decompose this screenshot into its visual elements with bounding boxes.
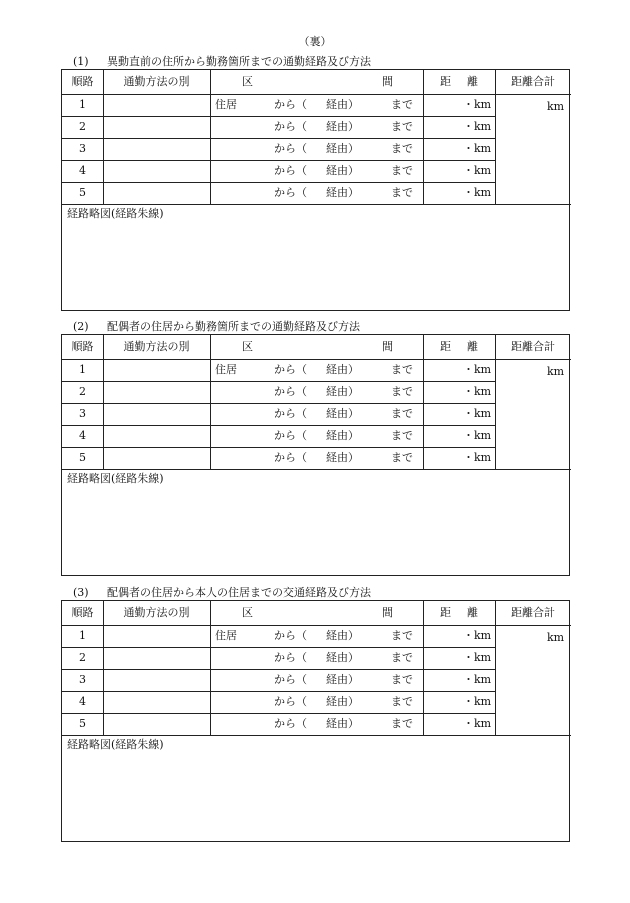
via-label: 経由） — [326, 451, 359, 464]
method-field[interactable] — [103, 669, 210, 691]
via-label: 経由） — [326, 98, 359, 111]
decimal-dot: ・ — [463, 717, 474, 730]
header-section-right: 間 — [382, 75, 393, 88]
column-divider — [210, 70, 211, 204]
from-label: から（ — [274, 98, 307, 111]
decimal-dot: ・ — [463, 385, 474, 398]
to-label: まで — [391, 186, 413, 199]
via-label: 経由） — [326, 164, 359, 177]
column-divider — [423, 335, 424, 469]
km-unit: km — [474, 451, 492, 464]
column-divider — [210, 335, 211, 469]
method-field[interactable] — [103, 625, 210, 647]
column-divider — [423, 601, 424, 735]
row-number: 2 — [79, 385, 86, 398]
row-number: 3 — [79, 142, 86, 155]
header-distance-left: 距 — [440, 340, 451, 353]
header-section-left: 区 — [242, 75, 253, 88]
header-order: 順路 — [71, 340, 94, 353]
route-map-label: 経路略図(経路朱線) — [67, 207, 164, 220]
km-unit: km — [474, 385, 492, 398]
from-label: から（ — [274, 120, 307, 133]
decimal-dot: ・ — [463, 407, 474, 420]
km-unit: km — [474, 186, 492, 199]
method-field[interactable] — [103, 359, 210, 381]
from-label: から（ — [274, 451, 307, 464]
km-unit: km — [474, 429, 492, 442]
section-number: (2) — [73, 320, 89, 333]
header-distance-right: 離 — [467, 606, 478, 619]
decimal-dot: ・ — [463, 451, 474, 464]
header-order: 順路 — [71, 75, 94, 88]
via-label: 経由） — [326, 651, 359, 664]
to-label: まで — [391, 717, 413, 730]
from-label: から（ — [274, 695, 307, 708]
to-label: まで — [391, 695, 413, 708]
row-number: 4 — [79, 164, 86, 177]
method-field[interactable] — [103, 647, 210, 669]
decimal-dot: ・ — [463, 695, 474, 708]
km-unit: km — [474, 629, 492, 642]
header-order: 順路 — [71, 606, 94, 619]
method-field[interactable] — [103, 713, 210, 735]
via-label: 経由） — [326, 385, 359, 398]
row-number: 5 — [79, 186, 86, 199]
route-table — [61, 600, 570, 842]
from-label: から（ — [274, 673, 307, 686]
row-number: 4 — [79, 429, 86, 442]
decimal-dot: ・ — [463, 673, 474, 686]
route-table — [61, 334, 570, 576]
decimal-dot: ・ — [463, 186, 474, 199]
via-label: 経由） — [326, 142, 359, 155]
header-distance-right: 離 — [467, 75, 478, 88]
from-label: から（ — [274, 164, 307, 177]
to-label: まで — [391, 385, 413, 398]
method-field[interactable] — [103, 381, 210, 403]
section-number: (1) — [73, 55, 89, 68]
total-km-unit: km — [547, 631, 565, 644]
section-title — [73, 318, 360, 334]
from-label: から（ — [274, 629, 307, 642]
via-label: 経由） — [326, 673, 359, 686]
row-number: 3 — [79, 673, 86, 686]
km-unit: km — [474, 120, 492, 133]
method-field[interactable] — [103, 425, 210, 447]
decimal-dot: ・ — [463, 429, 474, 442]
header-total: 距離合計 — [511, 75, 555, 88]
via-label: 経由） — [326, 717, 359, 730]
decimal-dot: ・ — [463, 164, 474, 177]
header-total: 距離合計 — [511, 606, 555, 619]
row-number: 1 — [79, 98, 86, 111]
header-section-left: 区 — [242, 606, 253, 619]
decimal-dot: ・ — [463, 629, 474, 642]
from-label: から（ — [274, 363, 307, 376]
to-label: まで — [391, 407, 413, 420]
row-number: 2 — [79, 120, 86, 133]
method-field[interactable] — [103, 691, 210, 713]
km-unit: km — [474, 695, 492, 708]
to-label: まで — [391, 429, 413, 442]
decimal-dot: ・ — [463, 98, 474, 111]
method-field[interactable] — [103, 403, 210, 425]
header-distance-left: 距 — [440, 75, 451, 88]
via-label: 経由） — [326, 629, 359, 642]
column-divider — [210, 601, 211, 735]
row-number: 3 — [79, 407, 86, 420]
section-title-text: 異動直前の住所から勤務箇所までの通勤経路及び方法 — [107, 55, 371, 68]
km-unit: km — [474, 717, 492, 730]
total-km-unit: km — [547, 365, 565, 378]
km-unit: km — [474, 164, 492, 177]
decimal-dot: ・ — [463, 363, 474, 376]
from-label: から（ — [274, 717, 307, 730]
to-label: まで — [391, 629, 413, 642]
row-number: 5 — [79, 717, 86, 730]
method-field[interactable] — [103, 94, 210, 116]
to-label: まで — [391, 164, 413, 177]
header-method: 通勤方法の別 — [123, 75, 190, 88]
to-label: まで — [391, 673, 413, 686]
section-title — [73, 584, 371, 600]
decimal-dot: ・ — [463, 142, 474, 155]
from-label: から（ — [274, 142, 307, 155]
from-label: から（ — [274, 385, 307, 398]
row-number: 5 — [79, 451, 86, 464]
via-label: 経由） — [326, 695, 359, 708]
from-label: から（ — [274, 429, 307, 442]
header-distance-right: 離 — [467, 340, 478, 353]
method-field[interactable] — [103, 182, 210, 204]
row-number: 1 — [79, 363, 86, 376]
page-title: （裏） — [298, 35, 332, 48]
header-method: 通勤方法の別 — [123, 340, 190, 353]
to-label: まで — [391, 363, 413, 376]
header-distance-left: 距 — [440, 606, 451, 619]
from-label: から（ — [274, 651, 307, 664]
section-title — [73, 53, 371, 69]
via-label: 経由） — [326, 429, 359, 442]
to-label: まで — [391, 451, 413, 464]
section-title-text: 配偶者の住居から本人の住居までの交通経路及び方法 — [107, 586, 371, 599]
from-label: から（ — [274, 186, 307, 199]
section-number: (3) — [73, 586, 89, 599]
header-section-right: 間 — [382, 340, 393, 353]
via-label: 経由） — [326, 186, 359, 199]
header-section-left: 区 — [242, 340, 253, 353]
row-number: 4 — [79, 695, 86, 708]
to-label: まで — [391, 142, 413, 155]
route-map-label: 経路略図(経路朱線) — [67, 738, 164, 751]
via-label: 経由） — [326, 363, 359, 376]
km-unit: km — [474, 407, 492, 420]
from-label: から（ — [274, 407, 307, 420]
row-number: 1 — [79, 629, 86, 642]
to-label: まで — [391, 120, 413, 133]
method-field[interactable] — [103, 138, 210, 160]
origin-label: 住居 — [215, 98, 237, 111]
origin-label: 住居 — [215, 629, 237, 642]
header-section-right: 間 — [382, 606, 393, 619]
column-divider — [423, 70, 424, 204]
method-field[interactable] — [103, 447, 210, 469]
km-unit: km — [474, 98, 492, 111]
km-unit: km — [474, 142, 492, 155]
decimal-dot: ・ — [463, 120, 474, 133]
route-table — [61, 69, 570, 311]
method-field[interactable] — [103, 160, 210, 182]
method-field[interactable] — [103, 116, 210, 138]
to-label: まで — [391, 98, 413, 111]
to-label: まで — [391, 651, 413, 664]
route-map-label: 経路略図(経路朱線) — [67, 472, 164, 485]
header-method: 通勤方法の別 — [123, 606, 190, 619]
via-label: 経由） — [326, 120, 359, 133]
km-unit: km — [474, 673, 492, 686]
origin-label: 住居 — [215, 363, 237, 376]
km-unit: km — [474, 651, 492, 664]
decimal-dot: ・ — [463, 651, 474, 664]
section-title-text: 配偶者の住居から勤務箇所までの通勤経路及び方法 — [107, 320, 360, 333]
km-unit: km — [474, 363, 492, 376]
via-label: 経由） — [326, 407, 359, 420]
total-km-unit: km — [547, 100, 565, 113]
header-total: 距離合計 — [511, 340, 555, 353]
row-number: 2 — [79, 651, 86, 664]
